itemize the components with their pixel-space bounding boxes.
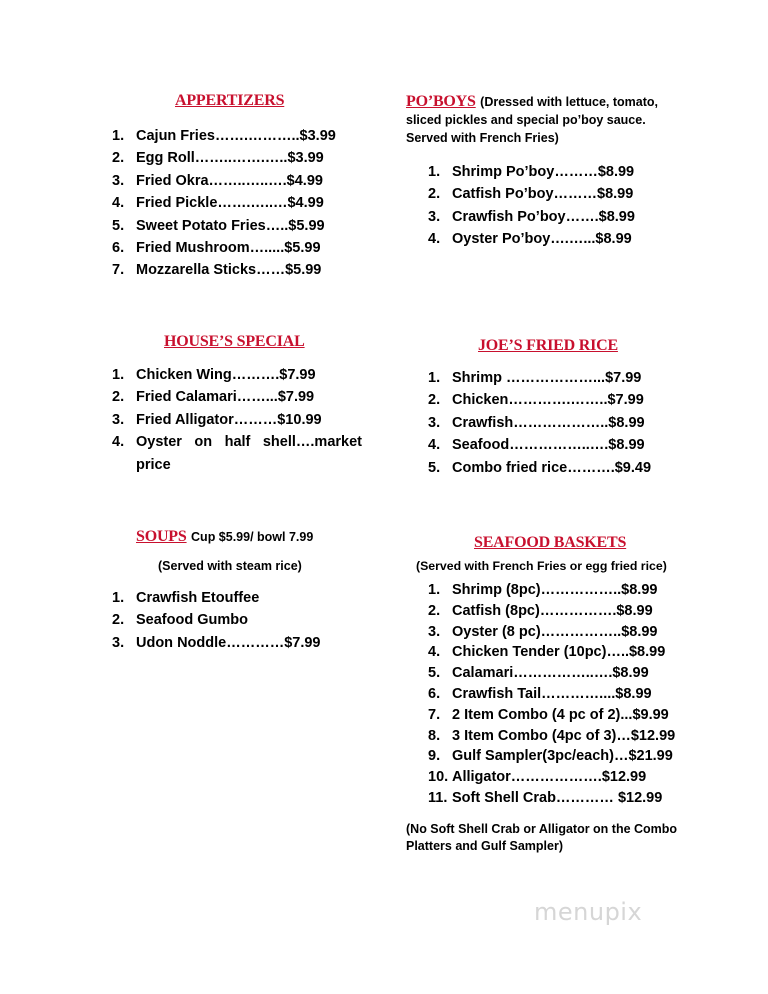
item-number: 6. [428,685,441,702]
list-item [428,663,686,684]
item-number: 4. [428,437,441,454]
list-item [428,684,686,705]
seafood-baskets-footnote: (No Soft Shell Crab or Alligator on the Combo Platters and Gulf Sampler) [406,821,678,853]
item-text: Crawfish Etouffee [136,590,260,606]
soups-note: (Served with steam rice) [158,559,302,573]
list-item [112,632,372,654]
item-text: Udon Noddle…………$7.99 [136,634,321,651]
appetizers-title: APPERTIZERS [175,92,285,109]
list-item [112,587,372,609]
list-item [428,705,686,726]
list-item [428,183,666,205]
list-item [112,192,362,214]
item-text: Chicken Tender (10pc)…..$8.99 [452,644,666,661]
item-number: 4. [428,644,441,661]
soups-title: SOUPS [136,528,187,545]
item-text: Cajun Fries…….………..$3.99 [136,128,336,144]
item-text: Gulf Sampler(3pc/each)…$21.99 [452,748,673,765]
house-special-list [112,364,372,476]
fried-rice-section [428,337,688,479]
item-number: 3. [428,414,441,431]
item-text: Sweet Potato Fries…..$5.99 [136,217,325,234]
list-item [428,161,666,183]
item-number: 1. [112,590,125,606]
item-text: Shrimp (8pc)……………..$8.99 [452,582,658,598]
item-number: 8. [428,727,441,744]
item-text: Mozzarella Sticks……$5.99 [136,262,322,279]
item-number: 1. [428,370,441,386]
item-text: Chicken………….……..$7.99 [452,392,644,409]
list-item [112,215,362,237]
item-text: Fried Alligator………$10.99 [136,411,322,428]
seafood-baskets-list [428,580,686,809]
list-item [428,788,686,809]
item-number: 2. [428,186,441,203]
list-item [112,431,372,476]
list-item [428,642,686,663]
item-text: Crawfish………………..$8.99 [452,414,645,431]
list-item [112,170,362,192]
appetizers-section [112,92,362,282]
item-number: 7. [112,262,125,279]
fried-rice-list [428,367,688,479]
seafood-baskets-title: SEAFOOD BASKETS [474,534,627,551]
list-item [428,622,686,643]
item-number: 3. [112,411,125,428]
list-item [112,609,372,631]
list-item [112,409,372,431]
item-text: Fried Mushroom….....$5.99 [136,240,321,257]
list-item [428,746,686,767]
item-text: Fried Okra……..…..….$4.99 [136,172,323,189]
list-item [428,767,686,788]
item-text: Egg Roll……..…….…..$3.99 [136,150,324,167]
poboys-note: (Dressed with lettuce, tomato, sliced pickles and special po’boy sauce. Served with French Fries) [406,95,658,145]
item-text: Alligator……………….$12.99 [452,769,647,786]
item-number: 5. [428,665,441,682]
list-item [428,580,686,601]
item-number: 5. [112,217,125,234]
list-item [428,367,688,389]
list-item [428,389,688,411]
item-number: 9. [428,748,441,765]
list-item [112,125,362,147]
item-number: 3. [428,623,441,640]
item-number: 2. [112,150,125,167]
list-item [112,237,362,259]
item-number: 2. [428,602,441,619]
item-text: Oyster (8 pc)……………..$8.99 [452,623,658,640]
poboys-section [406,93,666,251]
list-item [428,457,688,479]
item-number: 7. [428,706,441,723]
house-special-section [112,333,372,476]
item-number: 3. [112,634,125,651]
list-item [428,206,666,228]
soups-section [112,528,372,654]
item-number: 4. [112,434,125,451]
soups-price-line: Cup $5.99/ bowl 7.99 [191,530,314,544]
item-number: 1. [428,582,441,598]
item-text: Oyster Po’boy….…...$8.99 [452,231,632,248]
item-text: Shrimp ………………...$7.99 [452,370,642,386]
item-number: 1. [112,367,125,383]
item-text: Crawfish Po’boy…….$8.99 [452,208,635,225]
list-item [112,386,372,408]
appetizers-list [112,125,362,282]
list-item [428,434,688,456]
item-number: 3. [112,172,125,189]
soups-list [112,587,372,654]
house-special-title: HOUSE’S SPECIAL [164,333,305,350]
item-number: 3. [428,208,441,225]
poboys-list [428,161,666,251]
item-number: 1. [112,128,125,144]
list-item [112,147,362,169]
poboys-title: PO’BOYS [406,93,476,110]
item-text: Fried Calamari……...$7.99 [136,389,315,406]
item-number: 5. [428,459,441,476]
list-item [428,726,686,747]
item-text: Soft Shell Crab………… $12.99 [452,789,663,806]
item-text: Shrimp Po’boy………$8.99 [452,164,635,180]
list-item [428,228,666,250]
item-text: Oyster on half shell….market price [136,434,362,473]
item-text: Chicken Wing……….$7.99 [136,367,316,383]
item-text: 2 Item Combo (4 pc of 2)...$9.99 [452,706,669,723]
seafood-baskets-note: (Served with French Fries or egg fried rice) [416,559,667,573]
list-item [428,412,688,434]
item-number: 6. [112,240,125,257]
item-number: 2. [112,612,125,629]
item-text: Seafood……………..….$8.99 [452,437,645,454]
item-number: 4. [428,231,441,248]
item-text: Combo fried rice……….$9.49 [452,459,652,476]
item-number: 2. [428,392,441,409]
item-number: 2. [112,389,125,406]
item-text: Catfish (8pc)…………….$8.99 [452,602,653,619]
list-item [112,259,362,281]
item-number: 10. [428,769,449,786]
list-item [112,364,372,386]
seafood-baskets-section [406,534,686,855]
menupix-watermark: menupix [534,898,643,926]
item-number: 11. [428,789,448,806]
item-text: Fried Pickle…….…..…$4.99 [136,195,324,212]
item-text: Catfish Po’boy………$8.99 [452,186,634,203]
item-text: 3 Item Combo (4pc of 3)…$12.99 [452,727,676,744]
item-number: 4. [112,195,125,212]
list-item [428,601,686,622]
item-text: Calamari……………..….$8.99 [452,665,649,682]
item-number: 1. [428,164,441,180]
item-text: Crawfish Tail…………....$8.99 [452,685,652,702]
item-text: Seafood Gumbo [136,612,248,629]
fried-rice-title: JOE’S FRIED RICE [478,337,618,354]
